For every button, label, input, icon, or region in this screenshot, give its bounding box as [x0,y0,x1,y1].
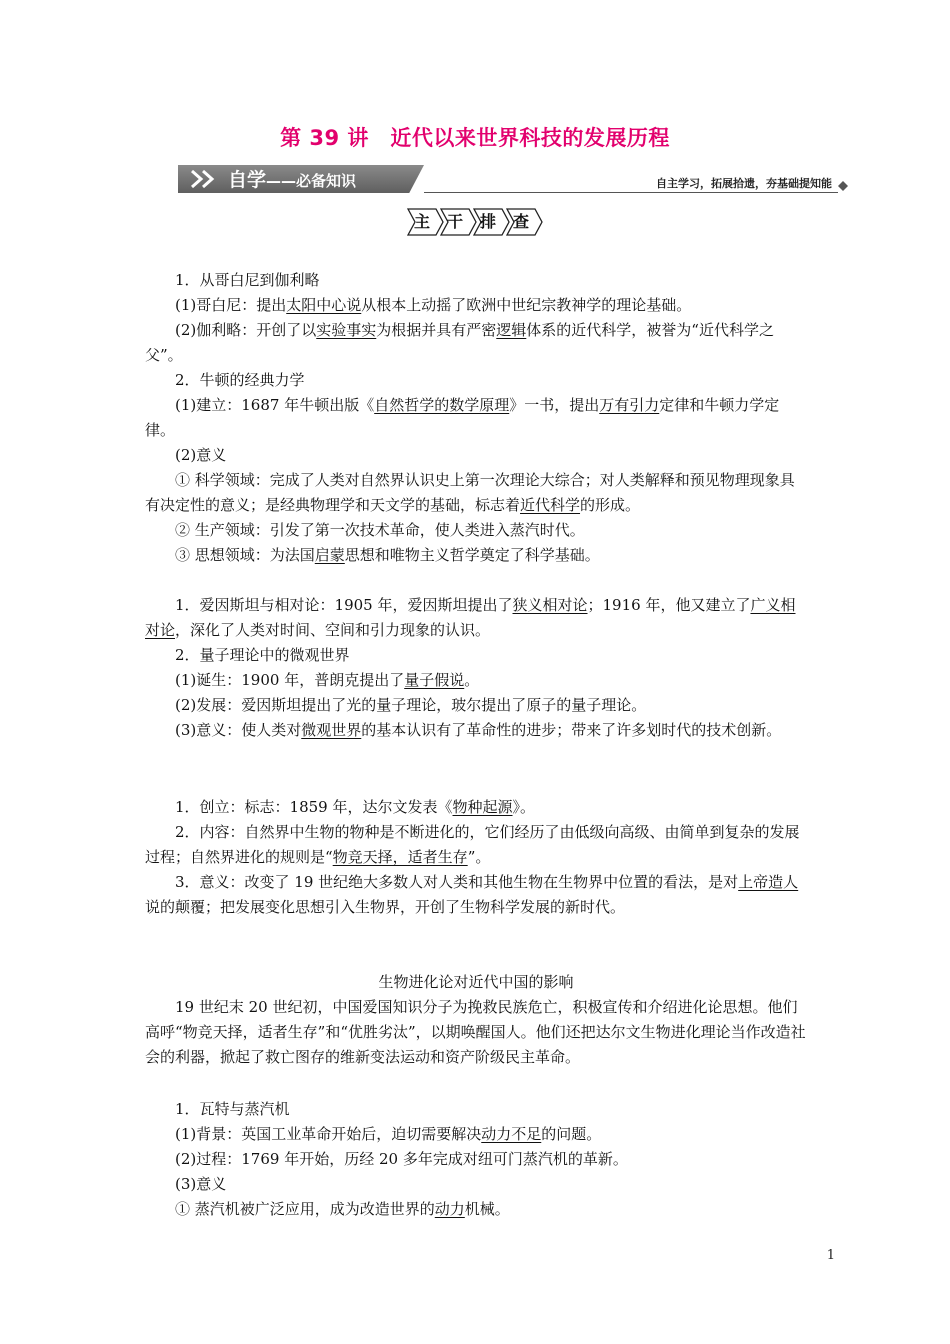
text-run: 》一书，提出 [509,396,600,414]
section4-paragraph-3 [145,1147,807,1172]
extension-heading: 生物进化论对近代中国的影响 [378,973,574,991]
text-run: 定律和牛顿力学定律。 [145,396,780,439]
text-run: 》。 [512,798,536,816]
section3-paragraph-1 [145,795,807,820]
badge-3 [473,208,510,236]
banner-label-part2: 学 [247,169,267,191]
text-run: 2．量子理论中的微观世界 [175,646,350,664]
text-run: 的基本认识有了革命性的进步；带来了许多划时代的技术创新。 [361,721,782,739]
section-1-text [145,268,807,568]
section2-paragraph-4 [145,693,807,718]
text-run: ；1916 年，他又建立了 [587,596,751,614]
section1-paragraph-4 [145,368,807,393]
extension-box [145,970,807,1070]
diamond-icon [838,181,848,191]
page-title: 第 39 讲 近代以来世界科技的发展历程 [280,126,670,150]
answer-underline: 上帝造人 [738,873,799,891]
answer-underline: 启蒙 [314,546,345,564]
badge-3-label: 排 [479,212,496,231]
section-badges [0,208,950,236]
text-run: (3)意义：使人类对 [175,721,302,739]
badge-4-label: 查 [512,212,529,231]
text-run: 体系的近代科学，被誉为“近代科学之父”。 [145,321,774,364]
section-4-text [145,1097,807,1222]
answer-underline: 万有引力 [599,396,660,414]
extension-paragraph: 19 世纪末 20 世纪初，中国爱国知识分子为挽救民族危亡，积极宣传和介绍进化论思想。他们高呼“物竞天择，适者生存”和“优胜劣汰”，以期唤醒国人。他们还把达尔文生物进化理论当作改造社会的利器，掀起了救亡图存的维新变法运动和资产阶级民主革命。 [145,998,806,1066]
section1-paragraph-7 [145,468,807,518]
text-run: (1)背景：英国工业革命开始后，迫切需要解决 [175,1125,482,1143]
section1-paragraph-3 [145,318,807,368]
text-run: 从根本上动摇了欧洲中世纪宗教神学的理论基础。 [361,296,692,314]
text-run: (1)诞生：1900 年，普朗克提出了 [175,671,405,689]
answer-underline: 实验事实 [316,321,377,339]
section1-paragraph-9 [145,543,807,568]
text-run: 1．爱因斯坦与相对论：1905 年，爱因斯坦提出了 [175,596,513,614]
section1-paragraph-6 [145,443,807,468]
badge-4 [506,208,543,236]
section-2-text [145,593,807,743]
section4-paragraph-5 [145,1197,807,1222]
section4-paragraph-2 [145,1122,807,1147]
section-3-text [145,795,807,920]
answer-underline: 物竞天择，适者生存 [332,848,468,866]
section2-paragraph-5 [145,718,807,743]
text-run: (1)哥白尼：提出 [175,296,287,314]
text-run: 。 [464,671,480,689]
badge-2 [440,208,477,236]
text-run: 1．创立：标志：1859 年，达尔文发表《 [175,798,453,816]
badge-1-label: 主 [413,212,430,231]
answer-underline: 太阳中心说 [286,296,362,314]
text-run: 为根据并具有严密 [376,321,497,339]
text-run: (2)过程：1769 年开始，历经 20 多年完成对纽可门蒸汽机的革新。 [175,1150,628,1168]
section2-paragraph-1 [145,593,807,643]
text-run: (2)意义 [175,446,227,464]
badge-2-label: 干 [446,212,463,231]
banner-label [228,166,356,194]
section1-paragraph-5 [145,393,807,443]
text-run: ① 蒸汽机被广泛应用，成为改造世界的 [175,1200,435,1218]
answer-underline: 动力不足 [481,1125,542,1143]
text-run: 2．牛顿的经典力学 [175,371,305,389]
text-run: 2．内容：自然界中生物的物种是不断进化的，它们经历了由低级向高级、由简单到复杂的发展过程；自然界进化的规则是“ [145,823,800,866]
section2-paragraph-2 [145,643,807,668]
text-run: 1．瓦特与蒸汽机 [175,1100,290,1118]
badge-1 [407,208,444,236]
page-number: 1 [826,1248,835,1263]
section2-paragraph-3 [145,668,807,693]
section3-paragraph-3 [145,870,807,920]
section3-paragraph-2 [145,820,807,870]
text-run: 思想和唯物主义哲学奠定了科学基础。 [344,546,600,564]
text-run: 说的颠覆；把发展变化思想引入生物界，开创了生物科学发展的新时代。 [145,898,626,916]
answer-underline: 微观世界 [301,721,362,739]
text-run: ③ 思想领域：为法国 [175,546,315,564]
section-banner [178,165,850,195]
text-run: 3．意义：改变了 19 世纪绝大多数人对人类和其他生物在生物界中位置的看法，是对 [175,873,739,891]
text-run: 的形成。 [580,496,641,514]
banner-divider [424,192,838,193]
text-run: 的问题。 [541,1125,602,1143]
double-chevron-icon [190,169,224,189]
text-run: ① 科学领域：完成了人类对自然界认识史上第一次理论大综合；对人类解释和预见物理现象具有决定性的意义；是经典物理学和天文学的基础，标志着 [145,471,795,514]
answer-underline: 广义相对论 [145,596,796,639]
section1-paragraph-8 [145,518,807,543]
section1-paragraph-1 [145,268,807,293]
answer-underline: 量子假说 [404,671,465,689]
text-run: (3)意义 [175,1175,227,1193]
answer-underline: 狭义相对论 [512,596,588,614]
section4-paragraph-1 [145,1097,807,1122]
text-run: (2)发展：爱因斯坦提出了光的量子理论，玻尔提出了原子的量子理论。 [175,696,647,714]
text-run: ② 生产领域：引发了第一次技术革命，使人类进入蒸汽时代。 [175,521,585,539]
text-run: 机械。 [464,1200,510,1218]
banner-label-part3: ——必备知识 [266,172,357,190]
answer-underline: 近代科学 [520,496,581,514]
text-run: ，深化了人类对时间、空间和引力现象的认识。 [175,621,491,639]
answer-underline: 逻辑 [496,321,527,339]
text-run: ”。 [467,848,491,866]
section4-paragraph-4 [145,1172,807,1197]
text-run: (2)伽利略：开创了以 [175,321,317,339]
banner-label-part1: 自 [228,169,248,191]
answer-underline: 物种起源 [452,798,513,816]
banner-slogan: 自主学习，拓展拾遗，夯基础提知能 [656,177,832,190]
answer-underline: 动力 [434,1200,465,1218]
text-run: (1)建立：1687 年牛顿出版《 [175,396,375,414]
section1-paragraph-2 [145,293,807,318]
answer-underline: 自然哲学的数学原理 [374,396,510,414]
text-run: 1．从哥白尼到伽利略 [175,271,320,289]
